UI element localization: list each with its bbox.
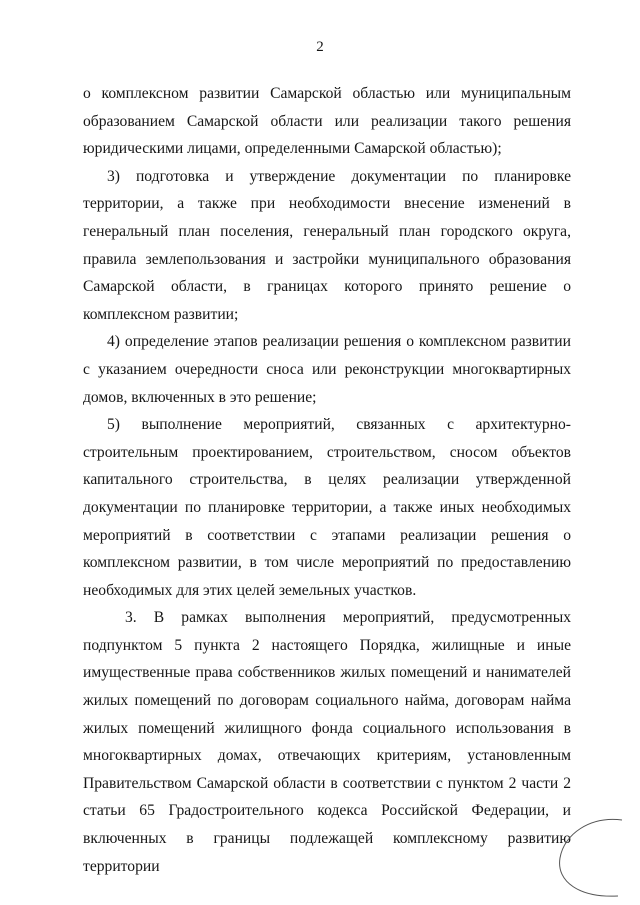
- paragraph-clause-3: 3. В рамках выполнения мероприятий, предусмотренных подпунктом 5 пункта 2 настоящего Порядка, жилищные и иные имущественные права собственников жилых помещений и нанимателей жилых помещений по договорам социального найма, договорам найма жилых помещений жилищного фонда социального использования в многоквартирных домах, отвечающих критериям, установленным Правительством Самарской области в соответствии с пунктом 2 части 2 статьи 65 Градостроительного кодекса Российской Федерации, и включенных в границы подлежащей комплексному развитию территории: [83, 609, 571, 875]
- stamp-mark-icon: [540, 812, 630, 902]
- page-number: 2: [316, 39, 324, 55]
- paragraph-item-3: 3) подготовка и утверждение документации по планировке территории, а также при необходимости внесение изменений в генеральный план поселения, генеральный план городского округа, правила землепользования и застройки муниципального образования Самарской области, в границах которого принято решение о комплексном развитии;: [83, 167, 571, 323]
- paragraph-continuation: о комплексном развитии Самарской областью или муниципальным образованием Самарской области или реализации такого решения юридическими лицами, определенными Самарской областью);: [83, 85, 571, 158]
- document-body: [83, 80, 571, 880]
- paragraph-item-4: 4) определение этапов реализации решения о комплексном развитии с указанием очередности сноса или реконструкции многоквартирных домов, включенных в это решение;: [83, 333, 571, 406]
- paragraph-item-5: 5) выполнение мероприятий, связанных с архитектурно-строительным проектированием, строительством, сносом объектов капитального строительства, в целях реализации утвержденной документации по планировке территории, а также иных необходимых мероприятий в соответствии с этапами реализации решения о комплексном развитии, в том числе мероприятий по предоставлению необходимых для этих целей земельных участков.: [83, 416, 571, 599]
